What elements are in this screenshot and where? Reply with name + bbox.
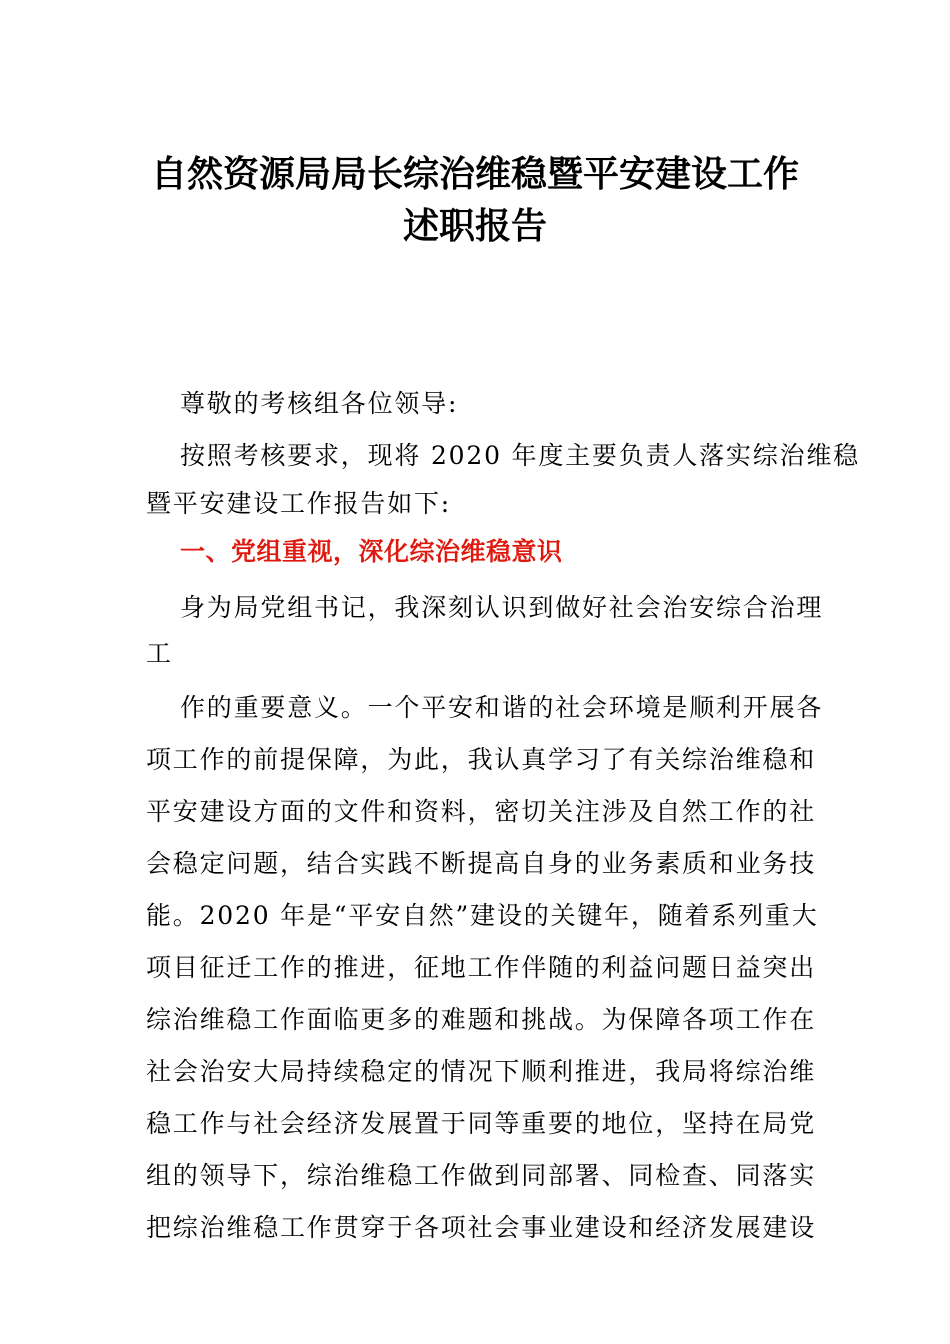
- para2-line-1: 作的重要意义。一个平安和谐的社会环境是顺利开展各: [180, 693, 824, 722]
- para2-line-11: 把综治维稳工作贯穿于各项社会事业建设和经济发展建设: [146, 1213, 817, 1242]
- document-title: [0, 148, 950, 252]
- title-line-2: 述职报告: [402, 205, 547, 247]
- para2-line-10: 组的领导下，综治维稳工作做到同部署、同检查、同落实: [146, 1161, 817, 1190]
- para2-line-3: 平安建设方面的文件和资料，密切关注涉及自然工作的社: [146, 797, 817, 826]
- intro-line-1: 按照考核要求，现将 2020 年度主要负责人落实综治维稳: [180, 441, 860, 470]
- para1-line-1: 身为局党组书记，我深刻认识到做好社会治安综合治理: [180, 593, 824, 622]
- para2-line-7: 综治维稳工作面临更多的难题和挑战。为保障各项工作在: [146, 1005, 817, 1034]
- title-line-1: 自然资源局局长综治维稳暨平安建设工作: [150, 153, 799, 195]
- para2-line-8: 社会治安大局持续稳定的情况下顺利推进，我局将综治维: [146, 1057, 817, 1086]
- para2-line-9: 稳工作与社会经济发展置于同等重要的地位，坚持在局党: [146, 1109, 817, 1138]
- salutation: 尊敬的考核组各位领导:: [180, 389, 459, 418]
- intro-line-2: 暨平安建设工作报告如下:: [146, 489, 452, 518]
- para2-line-5: 能。2020 年是“平安自然”建设的关键年，随着系列重大: [146, 901, 819, 930]
- para1-line-2: 工: [146, 639, 173, 668]
- para2-line-4: 会稳定问题，结合实践不断提高自身的业务素质和业务技: [146, 849, 817, 878]
- para2-line-2: 项工作的前提保障，为此，我认真学习了有关综治维稳和: [146, 745, 817, 774]
- section-heading: 一、党组重视，深化综治维稳意识: [180, 537, 563, 566]
- para2-line-6: 项目征迁工作的推进，征地工作伴随的利益问题日益突出: [146, 953, 817, 982]
